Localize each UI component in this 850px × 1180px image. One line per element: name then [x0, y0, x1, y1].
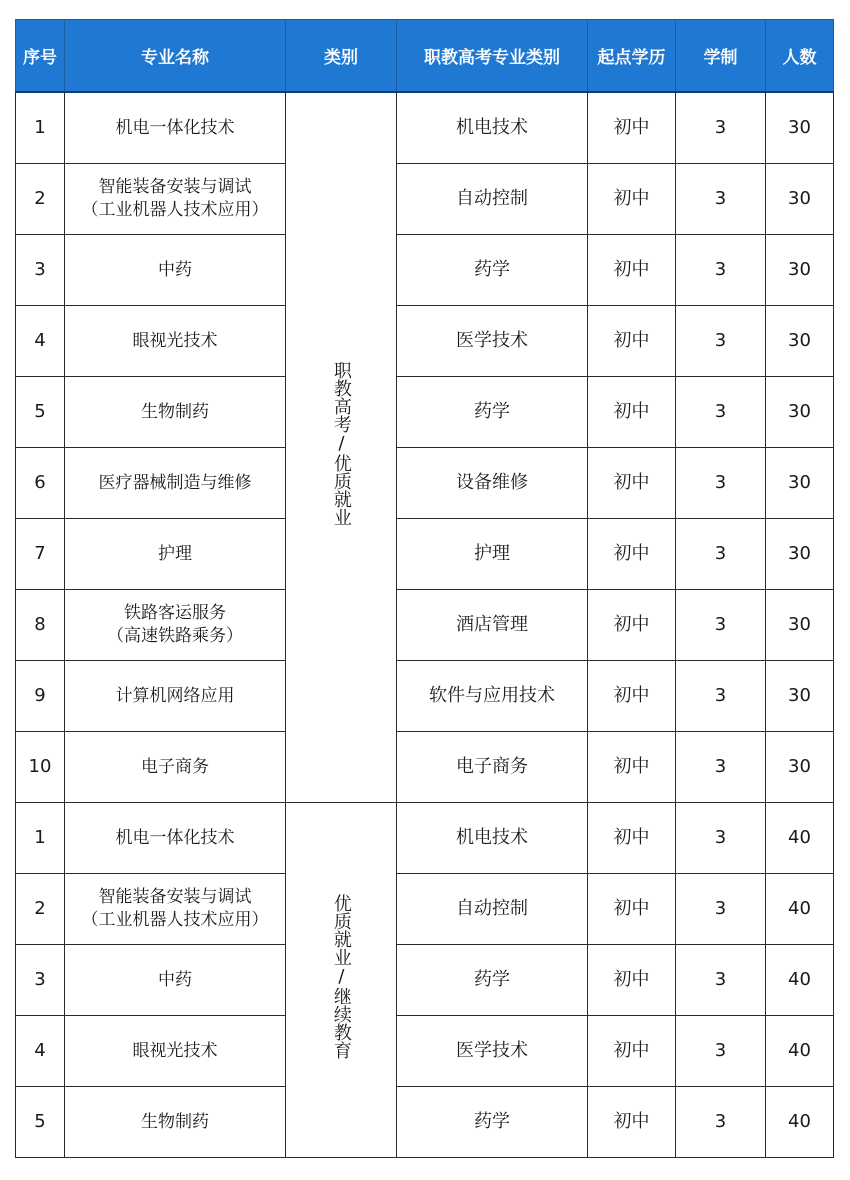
duration-cell: 3 [676, 377, 766, 448]
header-category: 类别 [286, 20, 397, 93]
table-row [16, 803, 834, 874]
category-label: 优质就业/继续教育 [330, 893, 352, 1059]
start-education-cell: 初中 [588, 874, 676, 945]
enrollment-count-cell: 40 [766, 874, 834, 945]
major-name-line: 中药 [158, 969, 192, 990]
category-cell [286, 803, 397, 1158]
table-row [16, 92, 834, 164]
row-number: 5 [16, 1087, 65, 1158]
enrollment-count-cell: 30 [766, 448, 834, 519]
major-name-line: 医疗器械制造与维修 [98, 472, 252, 493]
header-duration: 学制 [676, 20, 766, 93]
row-number: 4 [16, 306, 65, 377]
duration-cell: 3 [676, 945, 766, 1016]
major-name-cell [65, 590, 286, 661]
category-cell [286, 92, 397, 803]
table-row [16, 1087, 834, 1158]
enrollment-count-cell: 30 [766, 92, 834, 164]
exam-category-cell: 医学技术 [397, 1016, 588, 1087]
table-row [16, 661, 834, 732]
major-name-line: （高速铁路乘务） [107, 626, 243, 646]
enrollment-count-cell: 40 [766, 945, 834, 1016]
major-name-cell [65, 732, 286, 803]
exam-category-cell: 设备维修 [397, 448, 588, 519]
start-education-cell: 初中 [588, 1016, 676, 1087]
start-education-cell: 初中 [588, 590, 676, 661]
duration-cell: 3 [676, 164, 766, 235]
exam-category-cell: 药学 [397, 1087, 588, 1158]
duration-cell: 3 [676, 661, 766, 732]
major-name-line: 计算机网络应用 [115, 685, 235, 706]
table-row [16, 448, 834, 519]
enrollment-count-cell: 30 [766, 732, 834, 803]
table-header-row [16, 20, 834, 93]
start-education-cell: 初中 [588, 235, 676, 306]
major-name-cell [65, 803, 286, 874]
enrollment-count-cell: 30 [766, 306, 834, 377]
table-row [16, 306, 834, 377]
exam-category-cell: 软件与应用技术 [397, 661, 588, 732]
table-row [16, 732, 834, 803]
major-name-line: 中药 [158, 259, 192, 280]
start-education-cell: 初中 [588, 164, 676, 235]
exam-category-cell: 机电技术 [397, 803, 588, 874]
major-name-cell [65, 92, 286, 164]
row-number: 3 [16, 235, 65, 306]
row-number: 1 [16, 803, 65, 874]
row-number: 9 [16, 661, 65, 732]
duration-cell: 3 [676, 92, 766, 164]
exam-category-cell: 护理 [397, 519, 588, 590]
header-exam-category: 职教高考专业类别 [397, 20, 588, 93]
row-number: 5 [16, 377, 65, 448]
start-education-cell: 初中 [588, 92, 676, 164]
table-row [16, 590, 834, 661]
row-number: 2 [16, 164, 65, 235]
exam-category-cell: 药学 [397, 945, 588, 1016]
major-name-cell [65, 164, 286, 235]
major-name-cell [65, 306, 286, 377]
major-name-line: 智能装备安装与调试 [98, 887, 252, 908]
major-name-line: 眼视光技术 [132, 330, 218, 351]
major-name-line: 铁路客运服务 [124, 603, 226, 624]
header-major-name: 专业名称 [65, 20, 286, 93]
duration-cell: 3 [676, 448, 766, 519]
enrollment-table [15, 19, 834, 1158]
major-name-line: 机电一体化技术 [115, 117, 235, 138]
major-name-line: 生物制药 [141, 1111, 209, 1132]
enrollment-count-cell: 30 [766, 235, 834, 306]
row-number: 4 [16, 1016, 65, 1087]
exam-category-cell: 药学 [397, 377, 588, 448]
start-education-cell: 初中 [588, 377, 676, 448]
row-number: 8 [16, 590, 65, 661]
major-name-cell [65, 661, 286, 732]
header-number: 序号 [16, 20, 65, 93]
exam-category-cell: 自动控制 [397, 874, 588, 945]
major-name-line: 生物制药 [141, 401, 209, 422]
row-number: 7 [16, 519, 65, 590]
header-start-education: 起点学历 [588, 20, 676, 93]
duration-cell: 3 [676, 306, 766, 377]
table-row [16, 945, 834, 1016]
start-education-cell: 初中 [588, 1087, 676, 1158]
enrollment-count-cell: 40 [766, 1016, 834, 1087]
start-education-cell: 初中 [588, 448, 676, 519]
table-row [16, 519, 834, 590]
major-name-line: 眼视光技术 [132, 1040, 218, 1061]
duration-cell: 3 [676, 1087, 766, 1158]
major-name-line: 电子商务 [141, 756, 209, 777]
table-body [16, 92, 834, 1158]
table-row [16, 164, 834, 235]
major-name-line: （工业机器人技术应用） [81, 200, 269, 220]
duration-cell: 3 [676, 732, 766, 803]
row-number: 6 [16, 448, 65, 519]
exam-category-cell: 电子商务 [397, 732, 588, 803]
start-education-cell: 初中 [588, 803, 676, 874]
major-name-cell [65, 1016, 286, 1087]
duration-cell: 3 [676, 519, 766, 590]
major-name-line: （工业机器人技术应用） [81, 910, 269, 930]
enrollment-count-cell: 30 [766, 377, 834, 448]
duration-cell: 3 [676, 803, 766, 874]
exam-category-cell: 酒店管理 [397, 590, 588, 661]
exam-category-cell: 自动控制 [397, 164, 588, 235]
exam-category-cell: 机电技术 [397, 92, 588, 164]
start-education-cell: 初中 [588, 519, 676, 590]
start-education-cell: 初中 [588, 661, 676, 732]
major-name-line: 护理 [158, 543, 192, 564]
major-name-cell [65, 1087, 286, 1158]
enrollment-count-cell: 30 [766, 661, 834, 732]
major-name-cell [65, 945, 286, 1016]
table-row [16, 377, 834, 448]
row-number: 10 [16, 732, 65, 803]
enrollment-count-cell: 30 [766, 164, 834, 235]
exam-category-cell: 医学技术 [397, 306, 588, 377]
row-number: 1 [16, 92, 65, 164]
row-number: 3 [16, 945, 65, 1016]
category-label: 职教高考/优质就业 [330, 361, 352, 527]
start-education-cell: 初中 [588, 306, 676, 377]
duration-cell: 3 [676, 874, 766, 945]
start-education-cell: 初中 [588, 732, 676, 803]
row-number: 2 [16, 874, 65, 945]
enrollment-count-cell: 30 [766, 590, 834, 661]
major-name-cell [65, 377, 286, 448]
start-education-cell: 初中 [588, 945, 676, 1016]
duration-cell: 3 [676, 590, 766, 661]
enrollment-table-container [15, 19, 833, 1158]
enrollment-count-cell: 40 [766, 803, 834, 874]
major-name-line: 智能装备安装与调试 [98, 177, 252, 198]
table-row [16, 874, 834, 945]
enrollment-count-cell: 30 [766, 519, 834, 590]
exam-category-cell: 药学 [397, 235, 588, 306]
major-name-cell [65, 448, 286, 519]
major-name-cell [65, 874, 286, 945]
major-name-cell [65, 235, 286, 306]
major-name-line: 机电一体化技术 [115, 827, 235, 848]
table-row [16, 1016, 834, 1087]
duration-cell: 3 [676, 1016, 766, 1087]
duration-cell: 3 [676, 235, 766, 306]
enrollment-count-cell: 40 [766, 1087, 834, 1158]
major-name-cell [65, 519, 286, 590]
header-enrollment-count: 人数 [766, 20, 834, 93]
table-row [16, 235, 834, 306]
